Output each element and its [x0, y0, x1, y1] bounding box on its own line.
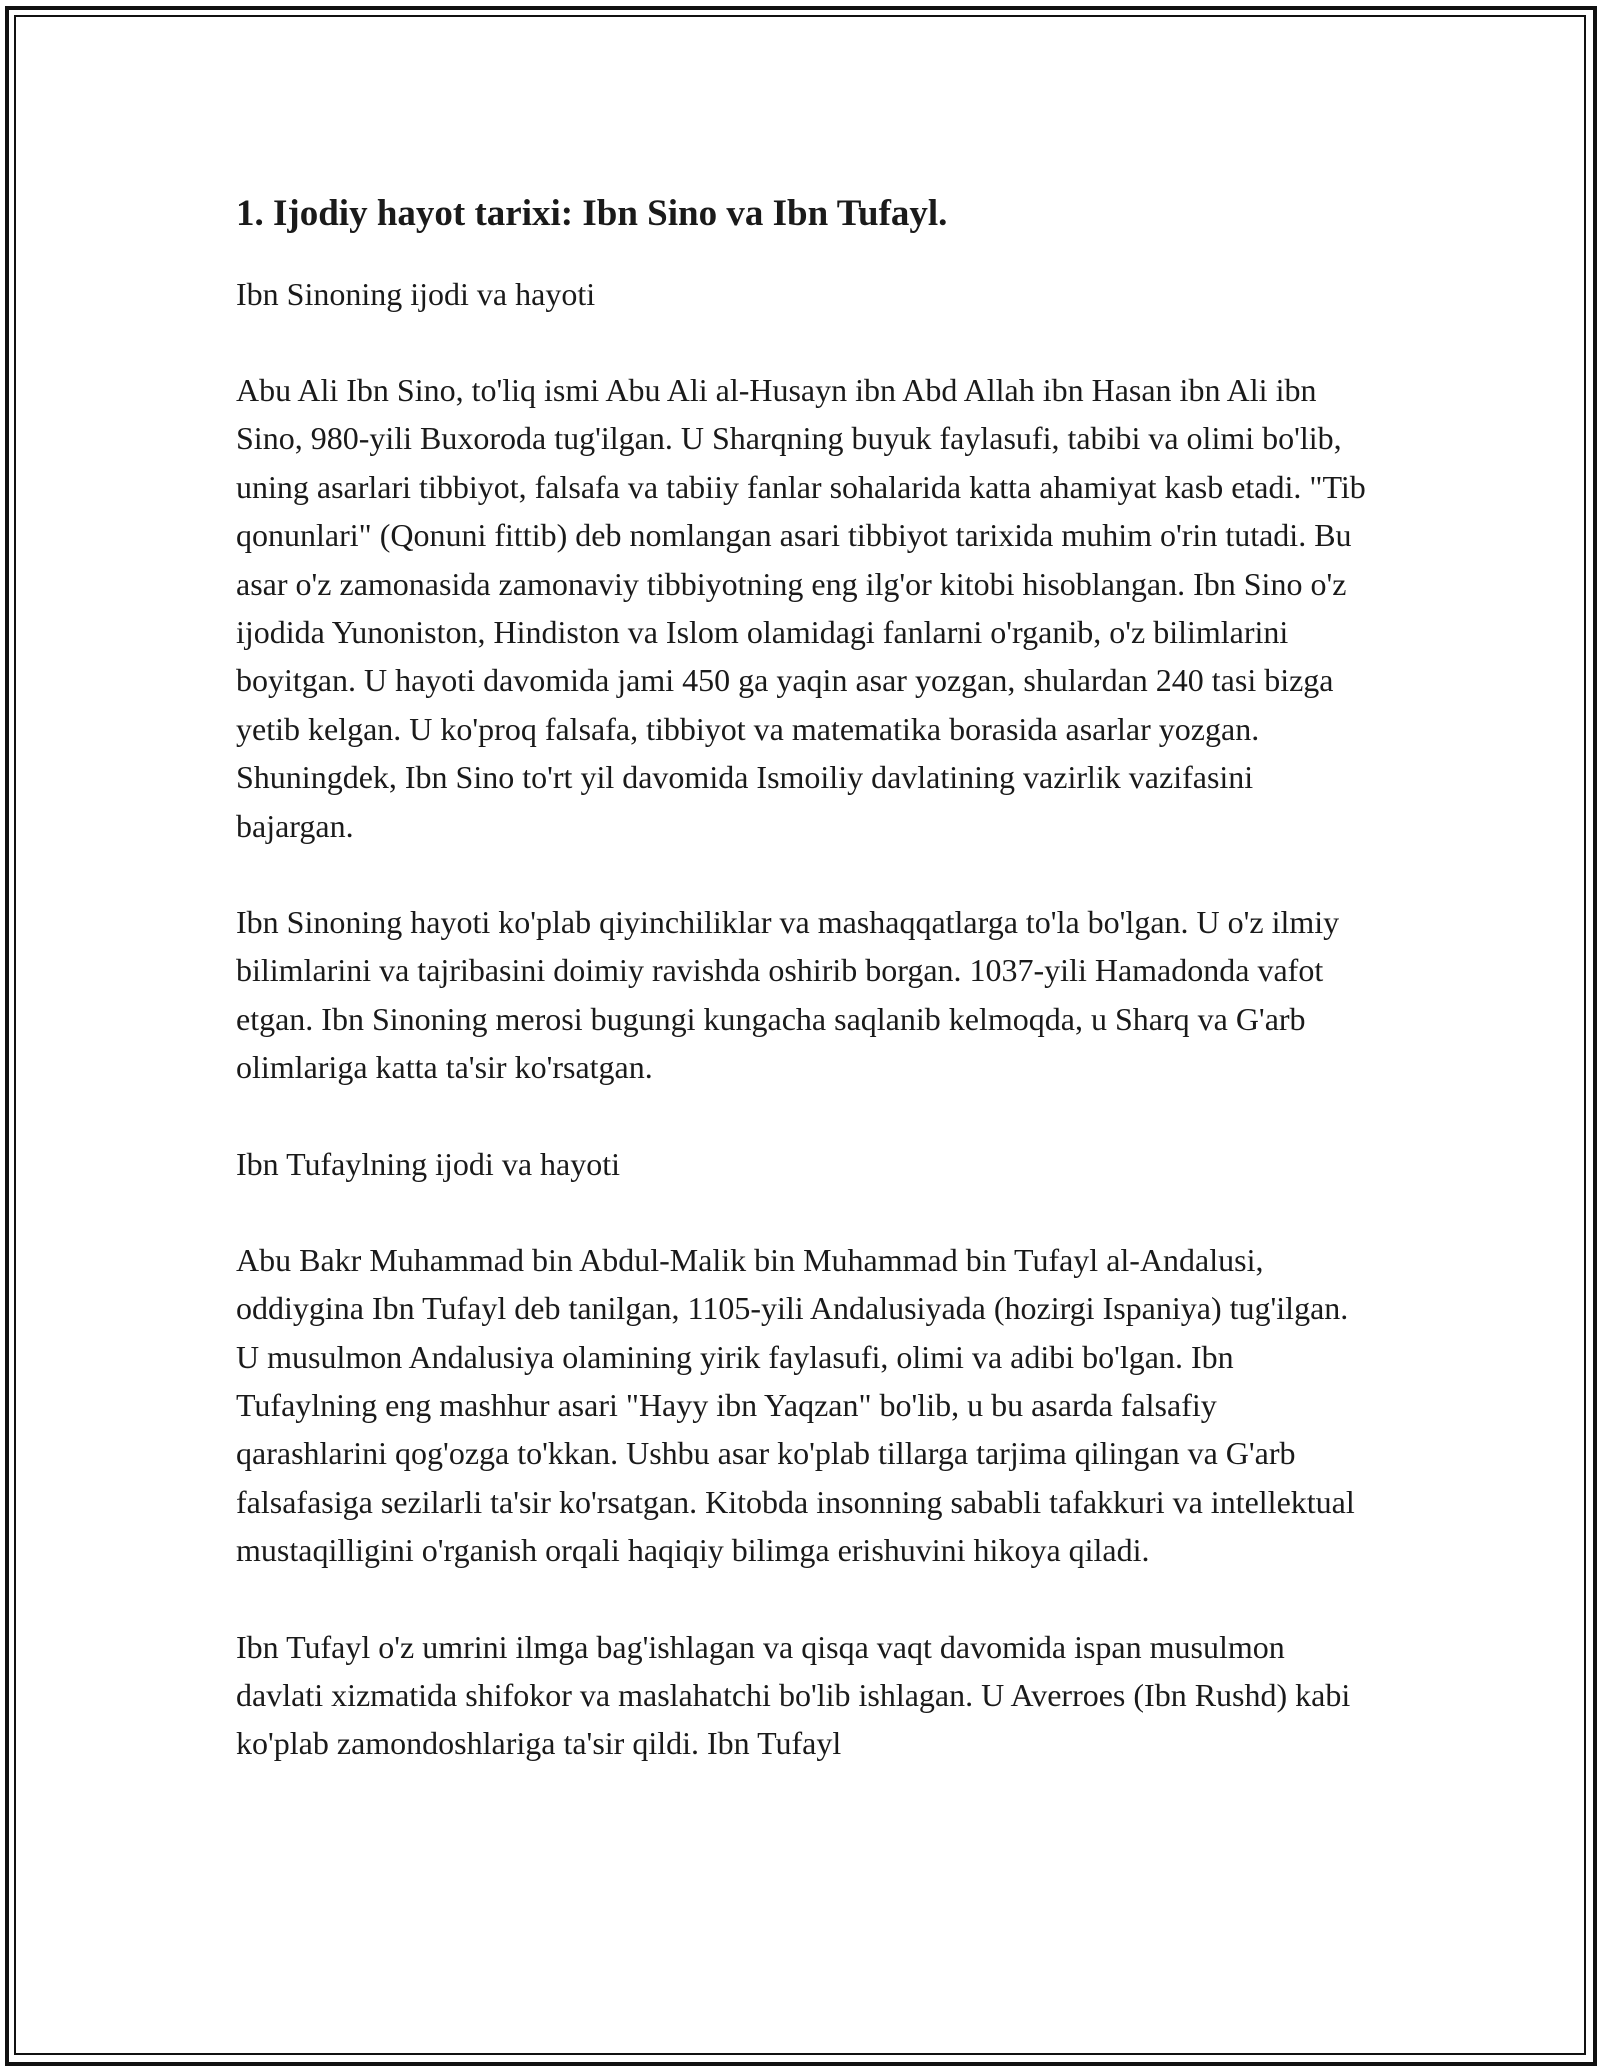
document-body	[236, 186, 1366, 1816]
paragraph: Abu Bakr Muhammad bin Abdul-Malik bin Muhammad bin Tufayl al-Andalusi, oddiygina Ibn Tufayl deb tanilgan, 1105-yili Andalusiyada (hozirgi Ispaniya) tug'ilgan. U musulmon Andalusiya olamining yirik faylasufi, olimi va adibi bo'lgan. Ibn Tufaylning eng mashhur asari "Hayy ibn Yaqzan" bo'lib, u bu asarda falsafiy qarashlarini qog'ozga to'kkan. Ushbu asar ko'plab tillarga tarjima qilingan va G'arb falsafasiga sezilarli ta'sir ko'rsatgan. Kitobda insonning sababli tafakkuri va intellektual mustaqilligini o'rganish orqali haqiqiy bilimga erishuvini hikoya qiladi.	[236, 1241, 1355, 1569]
section-heading: Ibn Tufaylning ijodi va hayoti	[236, 1145, 620, 1182]
section-ibn-tufayl	[236, 1140, 1366, 1768]
page-title: 1. Ijodiy hayot tarixi: Ibn Sino va Ibn Tufayl.	[236, 193, 948, 234]
paragraph: Abu Ali Ibn Sino, to'liq ismi Abu Ali al-Husayn ibn Abd Allah ibn Hasan ibn Ali ibn Sino, 980-yili Buxoroda tug'ilgan. U Sharqning buyuk faylasufi, tabibi va olimi bo'lib, uning asarlari tibbiyot, falsafa va tabiiy fanlar sohalarida katta ahamiyat kasb etadi. "Tib qonunlari" (Qonuni fittib) deb nomlangan asari tibbiyot tarixida muhim o'rin tutadi. Bu asar o'z zamonasida zamonaviy tibbiyotning eng ilg'or kitobi hisoblangan. Ibn Sino o'z ijodida Yunoniston, Hindiston va Islom olamidagi fanlarni o'rganib, o'z bilimlarini boyitgan. U hayoti davomida jami 450 ga yaqin asar yozgan, shulardan 240 tasi bizga yetib kelgan. U ko'proq falsafa, tibbiyot va matematika borasida asarlar yozgan. Shuningdek, Ibn Sino to'rt yil davomida Ismoiliy davlatining vazirlik vazifasini bajargan.	[236, 372, 1366, 844]
section-ibn-sino	[236, 270, 1366, 1092]
section-heading: Ibn Sinoning ijodi va hayoti	[236, 276, 596, 312]
paragraph: Ibn Sinoning hayoti ko'plab qiyinchiliklar va mashaqqatlarga to'la bo'lgan. U o'z ilmiy bilimlarini va tajribasini doimiy ravishda oshirib borgan. 1037-yili Hamadonda vafot etgan. Ibn Sinoning merosi bugungi kungacha saqlanib kelmoqda, u Sharq va G'arb olimlariga katta ta'sir ko'rsatgan.	[236, 904, 1340, 1086]
paragraph: Ibn Tufayl o'z umrini ilmga bag'ishlagan va qisqa vaqt davomida ispan musulmon davlati xizmatida shifokor va maslahatchi bo'lib ishlagan. U Averroes (Ibn Rushd) kabi ko'plab zamondoshlariga ta'sir qildi. Ibn Tufayl	[236, 1628, 1351, 1762]
